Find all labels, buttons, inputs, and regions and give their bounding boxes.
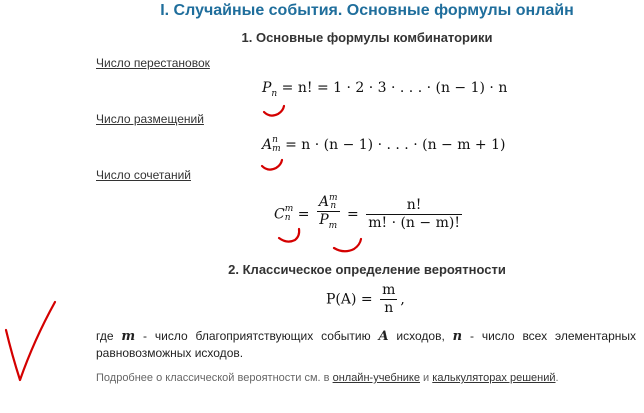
desc-part-2: - число благоприятствующих событию [135,329,379,343]
annotation-underline-place [262,160,282,170]
frac1-den-subscript: m [328,220,338,231]
annotation-checkmark [6,302,55,380]
formula-placements [262,136,506,154]
desc-part-4: - число всех элементарных равновозможных исходов. [96,329,637,360]
comb-fraction-1 [317,194,340,235]
comb-indices [285,205,294,223]
label-permutations: Число перестановок [96,56,210,70]
frac1-den-symbol: P [319,212,329,228]
perm-subscript: n [271,88,278,99]
frac1-num-superscript: m [329,193,338,203]
place-rhs: = n · (n − 1) · . . . · (n − m + 1) [280,137,506,153]
desc-part-1: где [96,329,122,343]
perm-symbol: P [262,80,272,96]
more-middle: и [420,372,433,384]
formula-classical-probability [326,282,405,317]
link-solution-calculators[interactable]: калькуляторах решений [432,372,556,384]
comb-fraction-2-denominator: m! · (n − m)! [368,214,460,231]
comb-fraction-2 [366,197,462,232]
comb-fraction-2-numerator: n! [366,197,462,215]
frac1-num-indices [329,194,338,210]
page-title: I. Случайные события. Основные формулы онлайн [160,2,574,19]
section-heading-classical-probability: 2. Классическое определение вероятности [228,262,506,277]
frac1-num-symbol: A [318,194,330,210]
more-info-line [96,372,559,384]
annotation-underline-pm [334,239,361,251]
annotation-underline-perm [264,106,284,116]
place-superscript: n [272,135,278,145]
place-indices [272,136,281,154]
prob-fraction-denominator: n [384,300,394,316]
more-suffix: . [555,372,559,384]
place-symbol: A [262,137,273,153]
prob-fraction [380,282,397,317]
label-placements: Число размещений [96,112,204,126]
desc-var-n: n [452,329,463,344]
comb-eq1: = [293,206,314,223]
probability-description [96,328,636,361]
section-heading-combinatorics: 1. Основные формулы комбинаторики [241,30,493,45]
frac1-num-subscript: n [330,201,337,211]
comb-superscript: m [284,204,294,215]
formula-permutations [262,80,507,99]
desc-var-a: A [378,329,389,344]
formula-combinations [274,194,465,235]
desc-var-m: m [121,329,136,344]
comb-subscript: n [284,213,291,224]
desc-part-3: исходов, [388,329,453,343]
prob-lhs: P(A) = [326,291,378,308]
comb-fraction-1-numerator [317,194,340,212]
link-online-textbook[interactable]: онлайн-учебнике [332,372,420,384]
place-subscript: m [272,144,281,154]
label-combinations: Число сочетаний [96,168,191,182]
prob-fraction-numerator: m [382,282,396,298]
comb-symbol: C [274,206,285,223]
comb-fraction-1-denominator [317,212,340,235]
perm-rhs: = n! = 1 · 2 · 3 · . . . · (n − 1) · n [277,80,508,96]
more-prefix: Подробнее о классической вероятности см. в [96,372,333,384]
comb-eq2: = [342,206,364,223]
prob-tail: , [400,291,405,308]
